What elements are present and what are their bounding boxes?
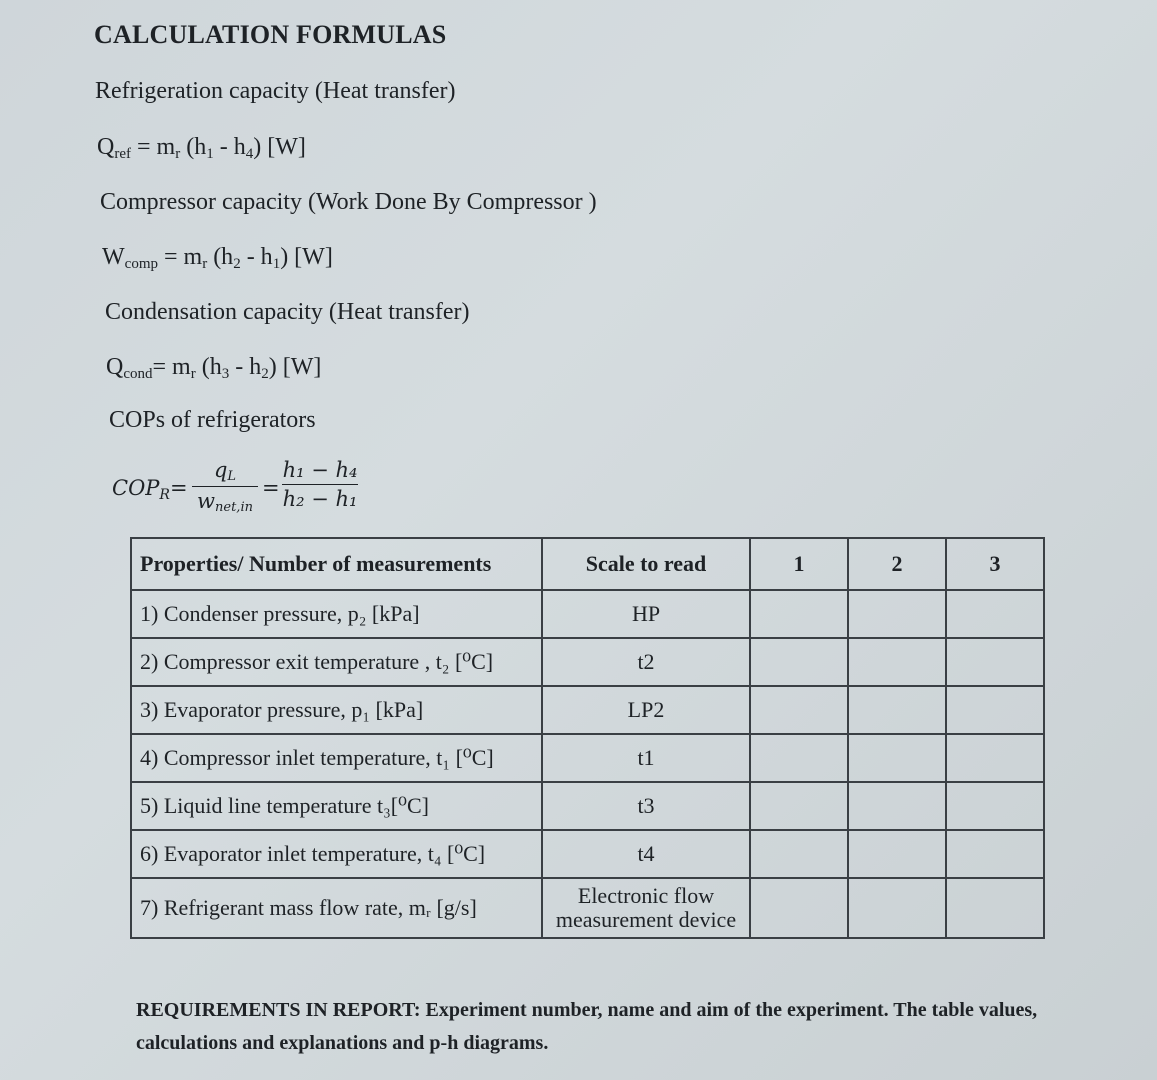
cop-title: COPs of refrigerators [109, 407, 316, 433]
scale-cell: t1 [542, 734, 750, 782]
measurement-cell[interactable] [848, 638, 946, 686]
scale-cell: LP2 [542, 686, 750, 734]
ref-capacity-formula [97, 134, 306, 163]
equals-sign: = [262, 476, 280, 500]
page-title: CALCULATION FORMULAS [94, 20, 447, 49]
formula-text: - h [240, 244, 273, 270]
property-cell: 5) Liquid line temperature t₃[⁰C] [131, 782, 542, 830]
compressor-capacity-title: Compressor capacity (Work Done By Compressor ) [100, 189, 597, 215]
fraction-denominator [192, 489, 258, 515]
measurement-cell[interactable] [848, 830, 946, 878]
formula-subscript: r [175, 146, 181, 162]
ref-capacity-title: Refrigeration capacity (Heat transfer) [95, 78, 456, 104]
formula-subscript: comp [124, 256, 158, 272]
equals-sign: = [170, 476, 188, 500]
table-header-row [131, 538, 1044, 590]
formula-subscript: ref [114, 146, 131, 162]
property-cell: 2) Compressor exit temperature , t₂ [⁰C] [131, 638, 542, 686]
condensation-capacity-title: Condensation capacity (Heat transfer) [105, 299, 470, 325]
scale-cell: HP [542, 590, 750, 638]
fraction-bar [282, 484, 358, 485]
compressor-capacity-formula [102, 244, 333, 273]
measurement-cell[interactable] [946, 830, 1044, 878]
fraction-enthalpy [282, 458, 358, 511]
formula-symbol: COP [112, 476, 160, 500]
formula-subscript: net,in [215, 500, 253, 515]
property-cell: 6) Evaporator inlet temperature, t₄ [⁰C] [131, 830, 542, 878]
measurement-cell[interactable] [946, 686, 1044, 734]
table-row [131, 878, 1044, 938]
measurement-cell[interactable] [848, 590, 946, 638]
table-row [131, 686, 1044, 734]
measurement-cell[interactable] [946, 734, 1044, 782]
measurement-cell[interactable] [946, 782, 1044, 830]
formula-subscript: 2 [261, 366, 269, 382]
fraction-bar [192, 486, 258, 487]
measurement-cell[interactable] [848, 878, 946, 938]
formula-text: ) [W] [253, 134, 306, 160]
measurement-cell[interactable] [750, 782, 848, 830]
formula-text: = m [131, 134, 176, 160]
formula-text: (h [195, 354, 222, 380]
formula-subscript: 4 [245, 146, 254, 162]
header-measurement-2: 2 [848, 538, 946, 590]
measurement-cell[interactable] [750, 878, 848, 938]
table-row [131, 638, 1044, 686]
formula-subscript: r [202, 256, 208, 272]
condensation-capacity-formula [106, 354, 321, 383]
property-cell: 7) Refrigerant mass flow rate, mᵣ [g/s] [131, 878, 542, 938]
formula-symbol: q [213, 458, 228, 482]
measurement-cell[interactable] [750, 734, 848, 782]
formula-subscript: 1 [272, 256, 281, 272]
fraction-numerator: h₁ − h₄ [282, 458, 358, 482]
formula-symbol: w [197, 489, 216, 513]
formula-subscript: 3 [221, 366, 230, 382]
scale-cell: Electronic flow measurement device [542, 878, 750, 938]
formula-text: - h [213, 134, 246, 160]
formula-subscript: r [190, 366, 196, 382]
formula-text: ) [W] [280, 244, 333, 270]
header-measurement-3: 3 [946, 538, 1044, 590]
formula-text: ) [W] [268, 354, 322, 380]
formula-subscript: 1 [206, 146, 214, 162]
header-scale: Scale to read [542, 538, 750, 590]
formula-symbol: Q [106, 354, 124, 380]
formula-text: = m [152, 354, 191, 380]
measurement-cell[interactable] [946, 590, 1044, 638]
fraction-numerator [192, 458, 258, 484]
cop-lhs [112, 476, 170, 503]
header-measurement-1: 1 [750, 538, 848, 590]
table-row [131, 782, 1044, 830]
measurement-table [130, 537, 1045, 939]
measurement-cell[interactable] [946, 638, 1044, 686]
report-requirements: REQUIREMENTS IN REPORT: Experiment number, name and aim of the experiment. The table values, calculations and explanations and p-h diagrams. [136, 999, 1038, 1054]
scale-cell: t2 [542, 638, 750, 686]
scale-cell: t3 [542, 782, 750, 830]
formula-subscript: L [227, 469, 237, 484]
table-row [131, 734, 1044, 782]
formula-subscript: cond [123, 366, 153, 382]
formula-symbol: Q [97, 134, 115, 160]
formula-text: (h [180, 134, 207, 160]
measurement-cell[interactable] [848, 782, 946, 830]
scale-cell: t4 [542, 830, 750, 878]
measurement-cell[interactable] [848, 686, 946, 734]
formula-subscript: 2 [233, 256, 241, 272]
fraction-q-over-w [192, 458, 258, 515]
measurement-cell[interactable] [750, 686, 848, 734]
formula-text: = m [157, 244, 203, 270]
table-row [131, 590, 1044, 638]
formula-text: - h [229, 354, 262, 380]
fraction-denominator: h₂ − h₁ [282, 487, 358, 511]
table-row [131, 830, 1044, 878]
measurement-cell[interactable] [848, 734, 946, 782]
measurement-cell[interactable] [750, 590, 848, 638]
measurement-cell[interactable] [946, 878, 1044, 938]
formula-symbol: W [102, 244, 125, 270]
property-cell: 4) Compressor inlet temperature, t₁ [⁰C] [131, 734, 542, 782]
measurement-cell[interactable] [750, 638, 848, 686]
formula-text: (h [207, 244, 234, 270]
measurement-cell[interactable] [750, 830, 848, 878]
property-cell: 3) Evaporator pressure, p₁ [kPa] [131, 686, 542, 734]
property-cell: 1) Condenser pressure, p₂ [kPa] [131, 590, 542, 638]
header-properties: Properties/ Number of measurements [131, 538, 542, 590]
formula-subscript: R [159, 487, 170, 503]
